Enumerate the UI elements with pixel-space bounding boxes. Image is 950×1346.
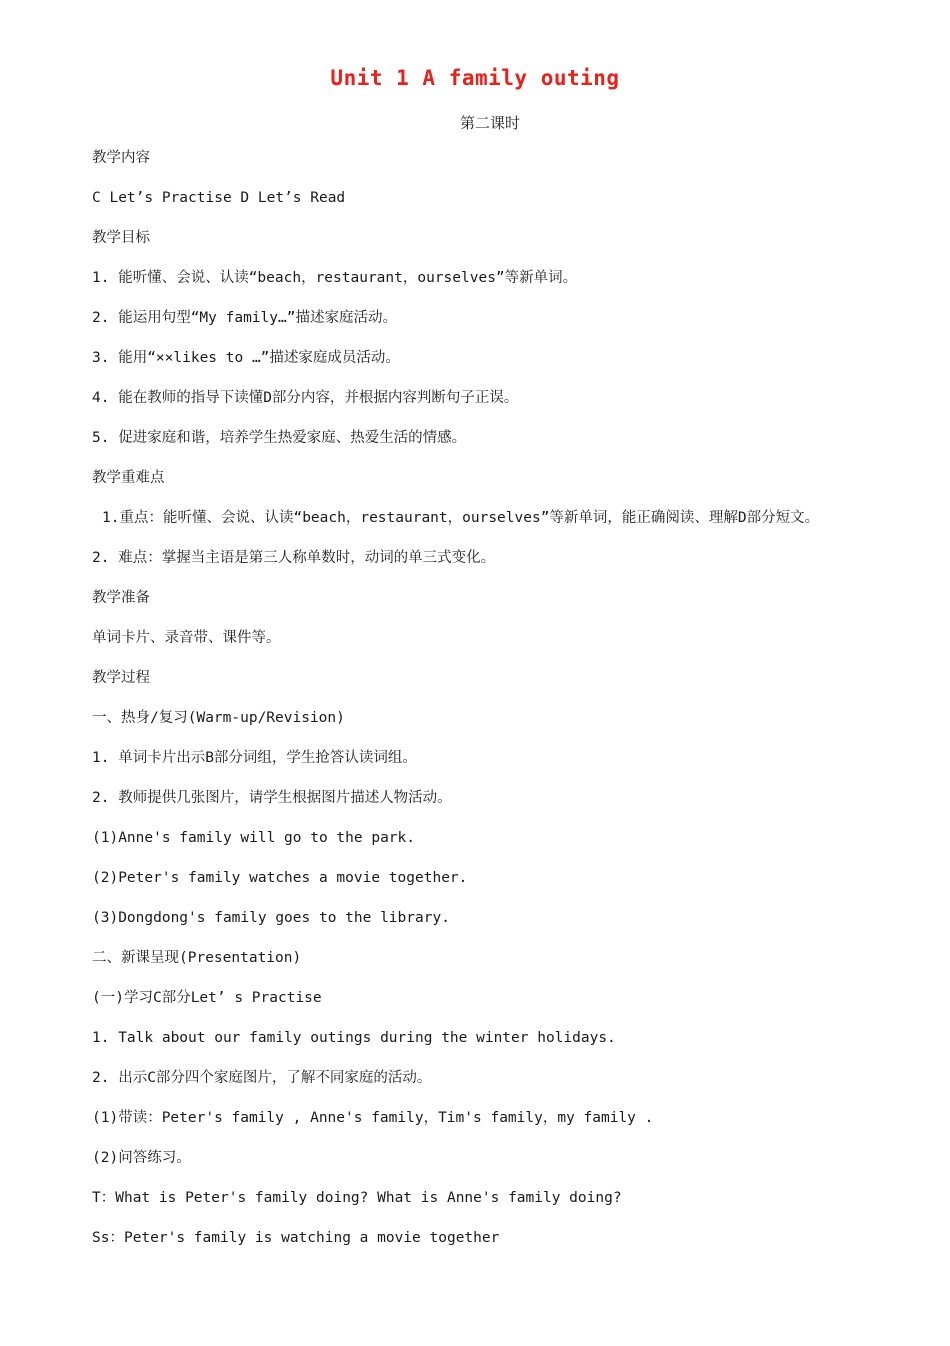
section-heading-process: 教学过程 [92,670,150,686]
section-heading-objectives: 教学目标 [92,230,150,246]
document-body [92,148,942,1268]
text-line: (2)Peter's family watches a movie together. [92,870,468,886]
text-line: 二、新课呈现(Presentation) [92,950,302,966]
text-line: 2. 出示C部分四个家庭图片，了解不同家庭的活动。 [92,1070,432,1086]
text-line: (1)Anne's family will go to the park. [92,830,416,846]
text-line: 2. 教师提供几张图片，请学生根据图片描述人物活动。 [92,790,452,806]
text-line: Ss：Peter's family is watching a movie together [92,1230,500,1246]
text-line: T：What is Peter's family doing? What is Anne's family doing? [92,1190,622,1206]
text-line: (3)Dongdong's family goes to the library. [92,910,450,926]
text-line: 2. 难点：掌握当主语是第三人称单数时，动词的单三式变化。 [92,550,496,566]
text-line: 1. Talk about our family outings during the winter holidays. [92,1030,616,1046]
text-line: 单词卡片、录音带、课件等。 [92,630,281,646]
text-line: (1)带读：Peter's family , Anne's family，Tim's family，my family . [92,1110,654,1126]
text-line: 3. 能用“××likes to …”描述家庭成员活动。 [92,350,400,366]
text-line: 1. 能听懂、会说、认读“beach，restaurant，ourselves”等新单词。 [92,270,578,286]
text-line: 1.重点：能听懂、会说、认读“beach，restaurant，ourselves”等新单词，能正确阅读、理解D部分短文。 [102,510,820,526]
text-line: 5. 促进家庭和谐，培养学生热爱家庭、热爱生活的情感。 [92,430,467,446]
document-title: Unit 1 A family outing [330,66,620,90]
text-line: 4. 能在教师的指导下读懂D部分内容，并根据内容判断句子正误。 [92,390,519,406]
text-line: (一)学习C部分Let’ s Practise [92,990,322,1006]
text-line: 1. 单词卡片出示B部分词组，学生抢答认读词组。 [92,750,417,766]
section-heading-key-points: 教学重难点 [92,470,165,486]
document-subtitle: 第二课时 [459,114,520,132]
text-line: 2. 能运用句型“My family…”描述家庭活动。 [92,310,397,326]
section-heading-preparation: 教学准备 [92,590,150,606]
text-line: (2)问答练习。 [92,1150,191,1166]
section-heading-content: 教学内容 [92,150,150,166]
text-line: 一、热身/复习(Warm-up/Revision) [92,710,345,726]
text-line: C Let’s Practise D Let’s Read [92,190,346,206]
